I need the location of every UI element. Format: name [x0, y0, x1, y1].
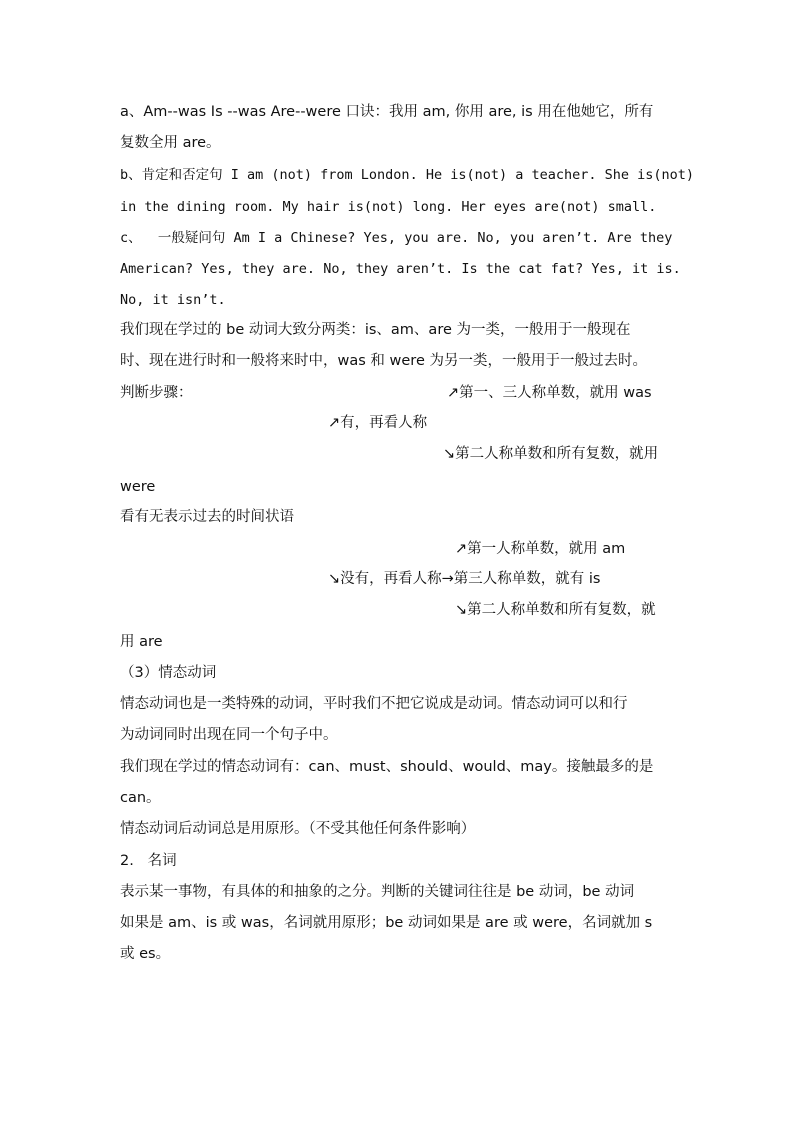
decision-branch: ↘没有，再看人称→第三人称单数，就有 is	[328, 571, 601, 587]
text-line: a、Am--was Is --was Are--were 口诀：我用 am, 你用 are, is 用在他她它，所有	[120, 104, 654, 120]
text-line: 时、现在进行时和一般将来时中，was 和 were 为另一类，一般用于一般过去时。	[120, 353, 647, 369]
text-line: 如果是 am、is 或 was，名词就用原形；be 动词如果是 are 或 were，名词就加 s	[120, 915, 653, 931]
text-line: 判断步骤：	[120, 385, 193, 401]
decision-branch: ↗第一、三人称单数，就用 was	[447, 385, 652, 401]
decision-branch: ↗有，再看人称	[328, 415, 428, 431]
text-line: 我们现在学过的情态动词有：can、must、should、would、may。接触最多的是	[120, 759, 654, 775]
text-line: b、肯定和否定句 I am (not) from London. He is(not) a teacher. She is(not)	[120, 167, 695, 183]
text-line: No, it isn’t.	[120, 292, 226, 308]
text-line: 或 es。	[120, 946, 171, 962]
text-line: 我们现在学过的 be 动词大致分两类：is、am、are 为一类，一般用于一般现在	[120, 322, 631, 338]
decision-branch: ↘第二人称单数和所有复数，就	[455, 602, 656, 618]
text-line: American? Yes, they are. No, they aren’t. Is the cat fat? Yes, it is.	[120, 261, 681, 277]
text-line: 情态动词也是一类特殊的动词，平时我们不把它说成是动词。情态动词可以和行	[120, 696, 628, 712]
text-line: were	[120, 479, 156, 495]
section-heading: 2. 名词	[120, 853, 177, 869]
text-line: c、 一般疑问句 Am I a Chinese? Yes, you are. No, you aren’t. Are they	[120, 230, 673, 246]
text-line: 看有无表示过去的时间状语	[120, 509, 294, 525]
text-line: 表示某一事物，有具体的和抽象的之分。判断的关键词往往是 be 动词，be 动词	[120, 884, 635, 900]
decision-branch: ↘第二人称单数和所有复数，就用	[443, 446, 659, 462]
text-line: 复数全用 are。	[120, 135, 221, 151]
text-line: 为动词同时出现在同一个句子中。	[120, 727, 338, 743]
text-line: 用 are	[120, 634, 163, 650]
text-line: in the dining room. My hair is(not) long. Her eyes are(not) small.	[120, 199, 657, 215]
decision-branch: ↗第一人称单数，就用 am	[455, 541, 626, 557]
text-line: 情态动词后动词总是用原形。（不受其他任何条件影响）	[120, 821, 476, 837]
section-heading: （3）情态动词	[120, 665, 217, 681]
text-line: can。	[120, 790, 161, 806]
